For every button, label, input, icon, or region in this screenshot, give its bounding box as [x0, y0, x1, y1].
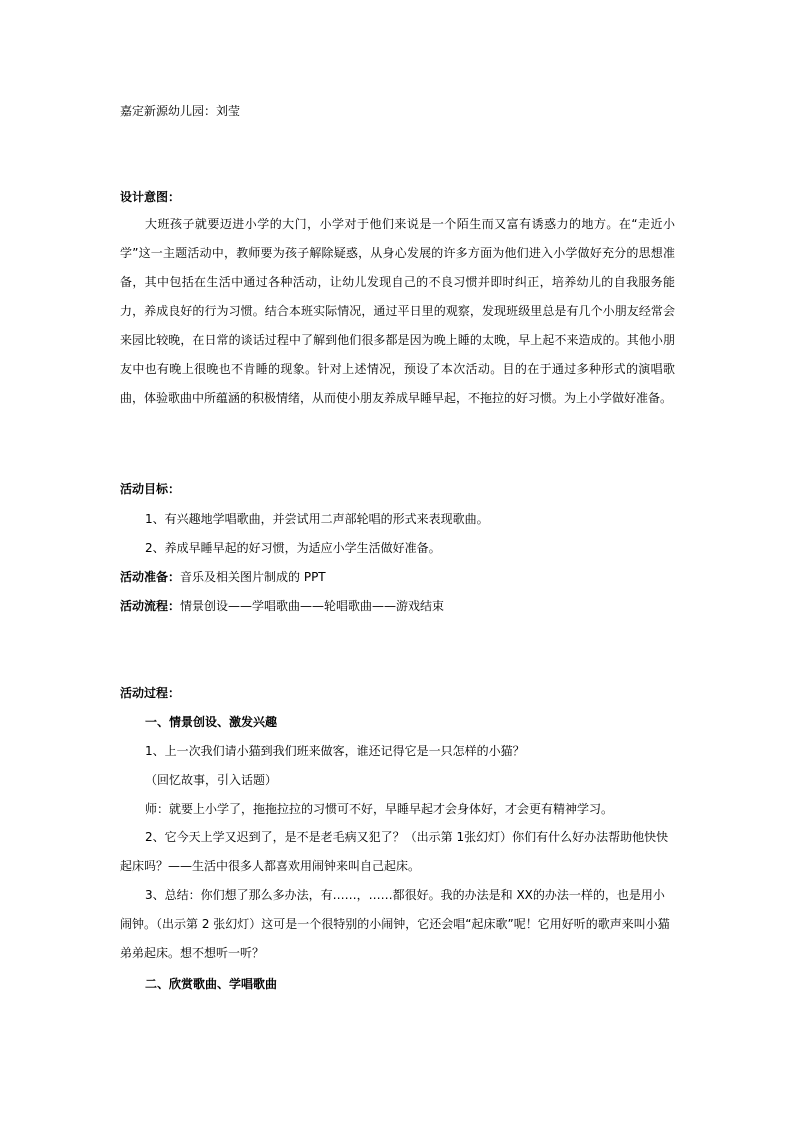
goals-heading: 活动目标： — [120, 482, 181, 496]
preparation-text: 音乐及相关图片制成的 PPT — [180, 570, 326, 584]
teacher-line: 师：就要上小学了，拖拖拉拉的习惯可不好，早睡早起才会身体好，才会更有精神学习。 — [145, 802, 614, 816]
flow-text: 情景创设——学唱歌曲——轮唱歌曲——游戏结束 — [180, 599, 445, 613]
process-step-1: 1、上一次我们请小猫到我们班来做客，谁还记得它是一只怎样的小猫？ — [145, 744, 525, 758]
design-intent-paragraph: 大班孩子就要迈进小学的大门，小学对于他们来说是一个陌生而又富有诱惑力的地方。在“走近小学”这一主题活动中，教师要为孩子解除疑惑，从身心发展的许多方面为他们进入小学做好充分的思想准备，其中包括在生活中通过各种活动，让幼儿发现自己的不良习惯并即时纠正，培养幼儿的自我服务能力，养成良好的行为习惯。结合本班实际情况，通过平日里的观察，发现班级里总是有几个小朋友经常会来园比较晚，在日常的谈话过程中了解到他们很多都是因为晚上睡的太晚，早上起不来造成的。其他小朋友中也有晚上很晚也不肯睡的现象。针对上述情况，预设了本次活动。目的在于通过多种形式的演唱歌曲，体验歌曲中所蕴涵的积极情绪，从而使小朋友养成早睡早起，不拖拉的好习惯。为上小学做好准备。 — [120, 217, 675, 405]
flow-label: 活动流程： — [120, 599, 181, 613]
section1-title: 一、情景创设、激发兴趣 — [145, 715, 278, 729]
goal-item-1: 1、有兴趣地学唱歌曲，并尝试用二声部轮唱的形式来表现歌曲。 — [145, 512, 489, 526]
process-step-2: 2、它今天上学又迟到了，是不是老毛病又犯了？（出示第 1张幻灯）你们有什么好办法帮助他快快起床吗？——生活中很多人都喜欢用闹钟来叫自己起床。 — [120, 830, 669, 873]
process-heading: 活动过程： — [120, 686, 181, 700]
author-line: 嘉定新源幼儿园：刘莹 — [120, 104, 241, 118]
preparation-line — [120, 569, 680, 585]
design-intent-heading: 设计意图： — [120, 190, 181, 204]
process-step-3: 3、总结：你们想了那么多办法，有……，……都很好。我的办法是和 XX的办法一样的，也是用小闹钟。（出示第 2 张幻灯）这可是一个很特别的小闹钟，它还会唱“起床歌”呢！它用好听的歌声来叫小猫弟弟起床。想不想听一听？ — [120, 888, 670, 960]
preparation-label: 活动准备： — [120, 570, 181, 584]
process-step-1-note: （回忆故事，引入话题） — [145, 773, 278, 787]
flow-line — [120, 598, 680, 614]
goal-item-2: 2、养成早睡早起的好习惯，为适应小学生活做好准备。 — [145, 541, 441, 555]
section2-title: 二、欣赏歌曲、学唱歌曲 — [145, 977, 278, 991]
